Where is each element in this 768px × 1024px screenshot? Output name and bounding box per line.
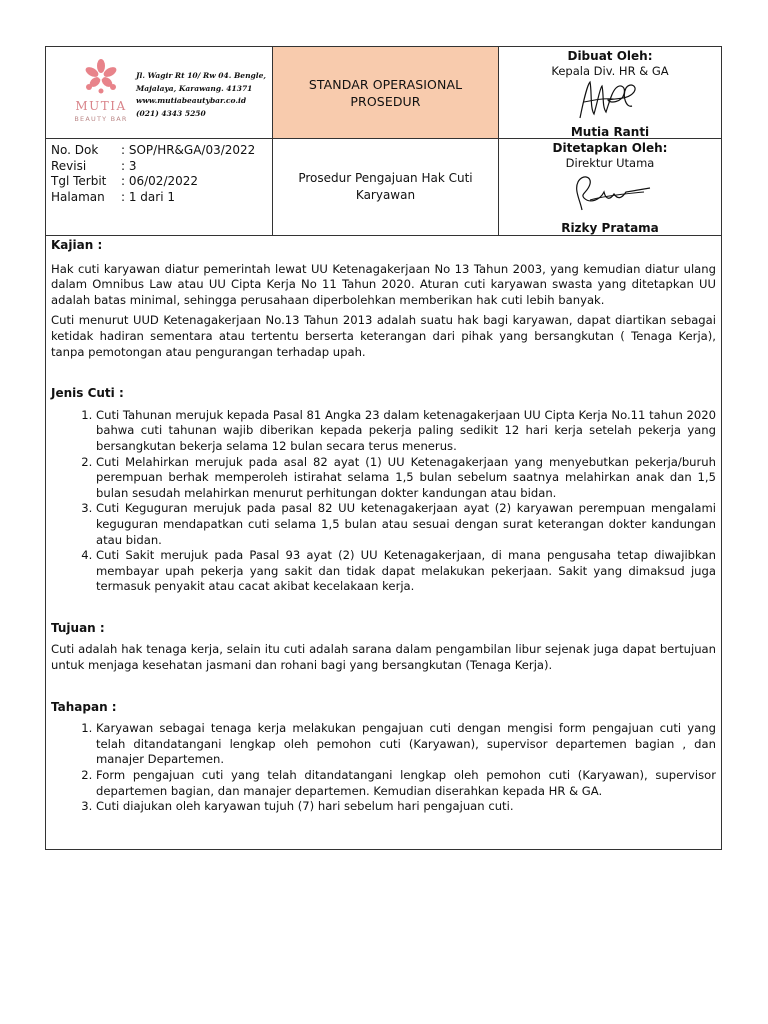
approved-by-cell	[499, 139, 721, 236]
sop-title-cell	[273, 47, 499, 139]
kajian-paragraph-2: Cuti menurut UUD Ketenagakerjaan No.13 Tahun 2013 adalah suatu hak bagi karyawan, dapat diartikan sebagai ketidak hadiran sementara atau tertentu berserta keterangan dari pihak yang bersangkutan ( Tenaga Kerja), tanpa pemotongan atau pengurangan terhadap upah.	[51, 313, 716, 359]
list-item: 2. Form pengajuan cuti yang telah ditandatangani lengkap oleh pemohon cuti (Karyawan), supervisor departemen bagian, dan manajer departemen. Kemudian diserahkan kepada HR & GA.	[96, 768, 716, 799]
sop-title	[291, 76, 481, 110]
prepared-by-role: Kepala Div. HR & GA	[551, 64, 669, 78]
jenis-cuti-list	[51, 408, 716, 595]
phone-number: (021) 4343 5250	[136, 108, 206, 118]
company-address	[136, 70, 271, 120]
document-header	[46, 47, 721, 236]
meta-value: : 06/02/2022	[121, 174, 199, 188]
signature-mutia	[570, 78, 650, 122]
meta-row-page	[51, 190, 272, 206]
approved-by-label: Ditetapkan Oleh:	[552, 141, 668, 155]
address-line: Jl. Wagir Rt 10/ Rw 04. Bengle,	[136, 71, 267, 80]
meta-key: Halaman	[51, 189, 105, 204]
approved-by-name: Rizky Pratama	[561, 221, 659, 235]
company-logo-cell	[46, 47, 273, 139]
meta-value: : 1 dari 1	[121, 189, 175, 204]
meta-row-revision	[51, 159, 272, 175]
website-link[interactable]: www.mutiabeautybar.co.id	[136, 96, 247, 105]
section-heading-tujuan: Tujuan :	[51, 620, 105, 635]
sop-document	[45, 46, 722, 850]
list-item: 4. Cuti Sakit merujuk pada Pasal 93 ayat (2) UU Ketenagakerjaan, di mana pengusaha tetap diwajibkan membayar upah pekerja yang sakit dan tidak dapat melakukan pekerjaan. Sakit yang dimaksud juga termasuk penyakit atau cacat akibat kecelakaan kerja.	[96, 548, 716, 595]
kajian-paragraph-1: Hak cuti karyawan diatur pemerintah lewat UU Ketenagakerjaan No 13 Tahun 2003, yang kemudian diatur ulang dalam Omnibus Law atau UU Cipta Kerja No 11 Tahun 2020. Aturan cuti karyawan swasta yang ditetapkan UU adalah batas minimal, sehingga perusahaan diperbolehkan memberikan hak cuti lebih banyak.	[51, 261, 716, 307]
sop-title-line: STANDAR OPERASIONAL	[308, 76, 463, 92]
meta-row-doc-number	[51, 143, 272, 159]
address-line: Majalaya, Karawang. 41371	[136, 83, 253, 93]
meta-row-issue-date	[51, 174, 272, 190]
prepared-by-name: Mutia Ranti	[570, 125, 650, 139]
company-logo	[70, 57, 132, 129]
list-item: 2. Cuti Melahirkan merujuk pada asal 82 ayat (1) UU Ketenagakerjaan yang menyebutkan pekerja/buruh perempuan berhak memperoleh istirahat selama 1,5 bulan sebelum saatnya melahirkan anak dan 1,5 bulan sesudah melahirkan menurut perhitungan dokter kandungan atau bidan.	[96, 455, 716, 502]
sop-title-line: PROSEDUR	[350, 93, 421, 109]
prepared-by-cell	[499, 47, 721, 139]
procedure-title-cell	[273, 139, 499, 236]
meta-value: : SOP/HR&GA/03/2022	[121, 143, 256, 157]
document-meta-cell	[46, 139, 273, 236]
approved-by-role: Direktur Utama	[565, 156, 655, 170]
section-heading-kajian: Kajian :	[51, 238, 103, 252]
meta-key: No. Dok	[51, 143, 99, 157]
flower-icon	[81, 57, 121, 97]
section-heading-jenis-cuti: Jenis Cuti :	[51, 386, 124, 401]
meta-key: Tgl Terbit	[51, 174, 107, 188]
prepared-by-label: Dibuat Oleh:	[567, 49, 653, 63]
tujuan-paragraph: Cuti adalah hak tenaga kerja, selain itu cuti adalah sarana dalam pengambilan libur sejenak juga dapat bertujuan untuk menjaga kesehatan jasmani dan rohani bagi yang bersangkutan (Tenaga Kerja).	[51, 642, 716, 673]
procedure-title: Prosedur Pengajuan Hak Cuti Karyawan	[298, 171, 473, 202]
document-body	[51, 238, 716, 815]
logo-subtitle-text: BEAUTY BAR	[74, 115, 128, 123]
list-item: 1. Karyawan sebagai tenaga kerja melakukan pengajuan cuti dengan mengisi form pengajuan cuti yang telah ditandatangani lengkap oleh pemohon cuti (Karyawan), supervisor departemen bagian , dan manajer Departemen.	[96, 721, 716, 768]
list-item: 3. Cuti Keguguran merujuk pada pasal 82 UU ketenagakerjaan ayat (2) karyawan perempuan mengalami keguguran mendapatkan cuti selama 1,5 bulan atau sesuai dengan surat keterangan dokter kandungan atau bidan.	[96, 501, 716, 548]
list-item: 3. Cuti diajukan oleh karyawan tujuh (7) hari sebelum hari pengajuan cuti.	[96, 799, 716, 815]
section-heading-tahapan: Tahapan :	[51, 699, 117, 714]
meta-key: Revisi	[51, 158, 87, 173]
logo-brand-text: MUTIA	[75, 99, 127, 113]
list-item: 1. Cuti Tahunan merujuk kepada Pasal 81 Angka 23 dalam ketenagakerjaan UU Cipta Kerja No.11 tahun 2020 bahwa cuti tahunan wajib diberikan kepada pekerja paling sedikit 12 hari kerja setelah pekerja yang bersangkutan bekerja selama 12 bulan secara terus menerus.	[96, 408, 716, 455]
tahapan-list	[51, 721, 716, 815]
signature-rizky	[560, 170, 660, 214]
meta-value: : 3	[121, 158, 137, 173]
